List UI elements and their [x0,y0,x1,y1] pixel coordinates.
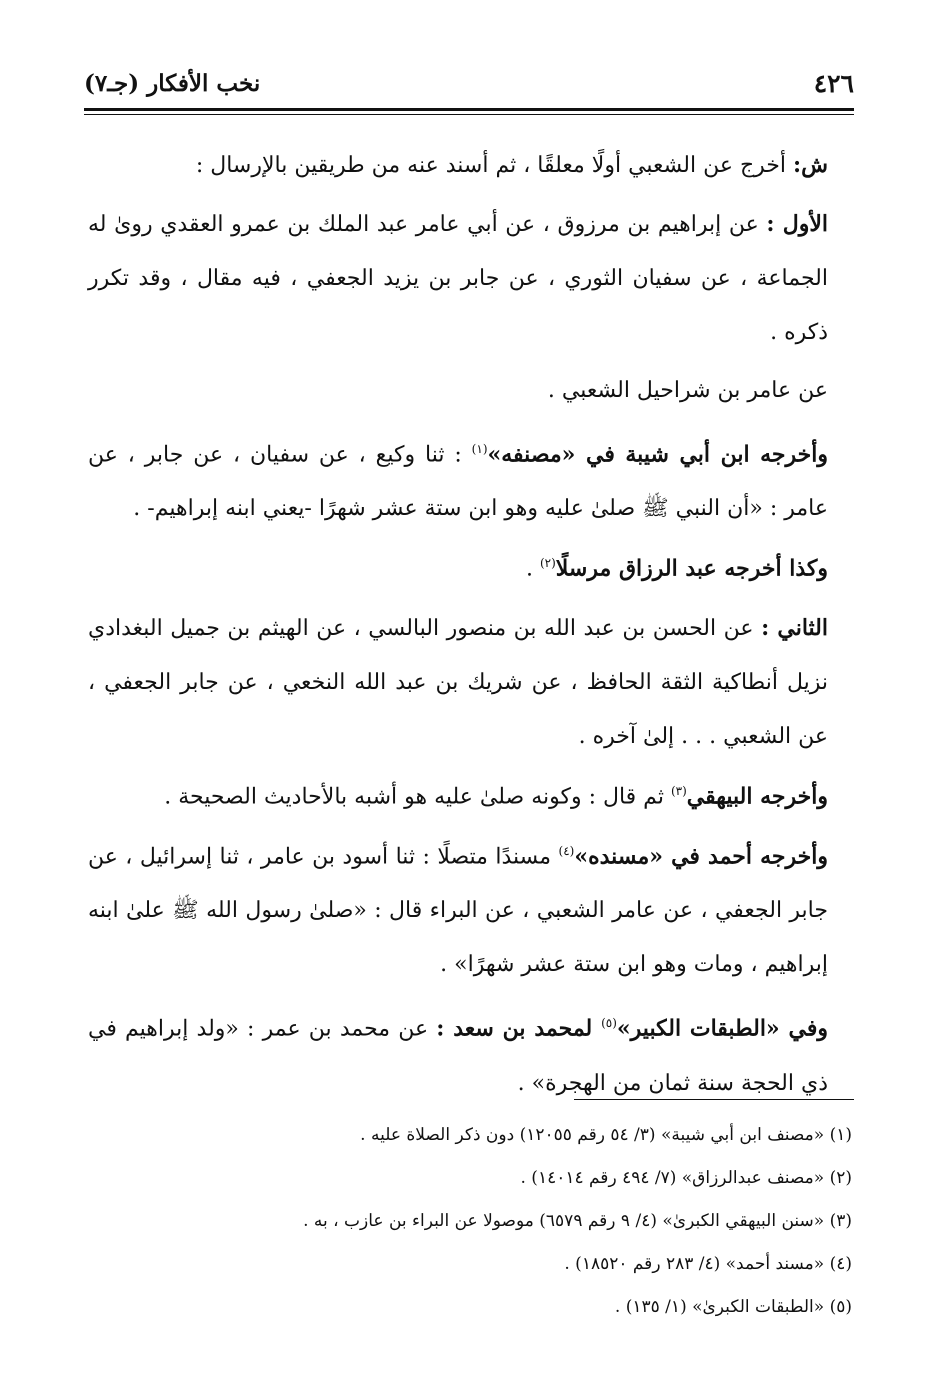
page-number: ٤٢٦ [813,68,854,98]
paragraph [88,197,852,360]
para-lead: الثاني : [761,614,828,641]
footnote: (٣) «سنن البيهقي الكبرىٰ» (٤/ ٩ رقم ٦٥٧٩) موصولا عن البراء بن عازب ، به . [303,1211,852,1231]
footnote: (٢) «مصنف عبدالرزاق» (٧/ ٤٩٤ رقم ١٤٠١٤) . [520,1168,852,1188]
footnote-ref: (١) [471,442,488,456]
para-text: عن الحسن بن عبد الله بن منصور البالسي ، عن الهيثم بن جميل البغدادي نزيل أنطاكية الثقة الحافظ ، عن شريك بن عبد الله النخعي ، عن جابر الجعفي ، عن الشعبي . . . إلىٰ آخره . [88,615,828,749]
paragraph [88,536,852,596]
para-lead: وأخرجه البيهقي [686,782,828,809]
page-header [84,62,854,104]
para-lead: وفي «الطبقات الكبير» [616,1015,828,1042]
para-lead: وأخرجه ابن أبي شيبة في «مصنفه» [487,441,828,468]
paragraph [88,764,852,824]
footnote-separator [574,1099,854,1100]
footnote-ref: (٣) [670,783,687,798]
para-lead-2: لمحمد بن سعد : [436,1015,602,1042]
book-title: نخب الأفكار (جـ٧) [84,69,261,97]
header-rule-thick [84,108,854,111]
footnote-ref: (٥) [601,1016,617,1031]
main-text [88,138,852,1111]
footnote: (١) «مصنف ابن أبي شيبة» (٣/ ٥٤ رقم ١٢٠٥٥) دون ذكر الصلاة عليه . [360,1125,852,1145]
footnote: (٥) «الطبقات الكبرىٰ» (١/ ١٣٥) . [614,1297,852,1317]
footnote-ref: (٤) [558,843,575,858]
header-rule-thin [84,114,854,115]
para-text: مسندًا متصلًا : ثنا أسود بن عامر ، ثنا إسرائيل ، عن جابر الجعفي ، عن عامر الشعبي ، عن البراء قال : «صلىٰ رسول الله ﷺ علىٰ ابنه إبراهيم ، ومات وهو ابن ستة عشر شهرًا» . [88,844,828,978]
para-text: عن إبراهيم بن مرزوق ، عن أبي عامر عبد الملك بن عمرو العقدي روىٰ له الجماعة ، عن سفيان الثوري ، عن جابر بن يزيد الجعفي ، فيه مقال ، وقد تكرر ذكره . [88,212,828,345]
paragraph [88,422,852,536]
paragraph [88,996,852,1110]
para-text: : ثنا وكيع ، عن سفيان ، عن جابر ، عن عامر : «أن النبي ﷺ صلىٰ عليه وهو ابن ستة عشر شهرًا -يعني ابنه إبراهيم- . [88,442,828,522]
para-lead: الأول : [766,211,828,237]
footnotes [88,1114,852,1329]
paragraph [88,824,852,992]
paragraph [88,601,852,764]
para-text: عن عامر بن شراحيل الشعبي . [547,378,828,403]
para-text: أخرج عن الشعبي أولًا معلقًا ، ثم أسند عنه من طريقين بالإرسال : [195,153,794,178]
para-lead: وأخرجه أحمد في «مسنده» [574,843,828,870]
para-text: عن محمد بن عمر : «ولد إبراهيم في ذي الحجة سنة ثمان من الهجرة» . [88,1016,828,1096]
footnote: (٤) «مسند أحمد» (٤/ ٢٨٣ رقم ١٨٥٢٠) . [564,1254,852,1274]
para-lead: وكذا أخرجه عبد الرزاق مرسلًا [555,555,828,582]
para-text: ثم قال : وكونه صلىٰ عليه هو أشبه بالأحاديث الصحيحة . [164,783,671,809]
paragraph [88,138,852,193]
para-text: . [525,556,540,582]
paragraph [88,364,852,418]
footnote-ref: (٢) [539,556,556,571]
para-lead: ش: [793,152,828,178]
